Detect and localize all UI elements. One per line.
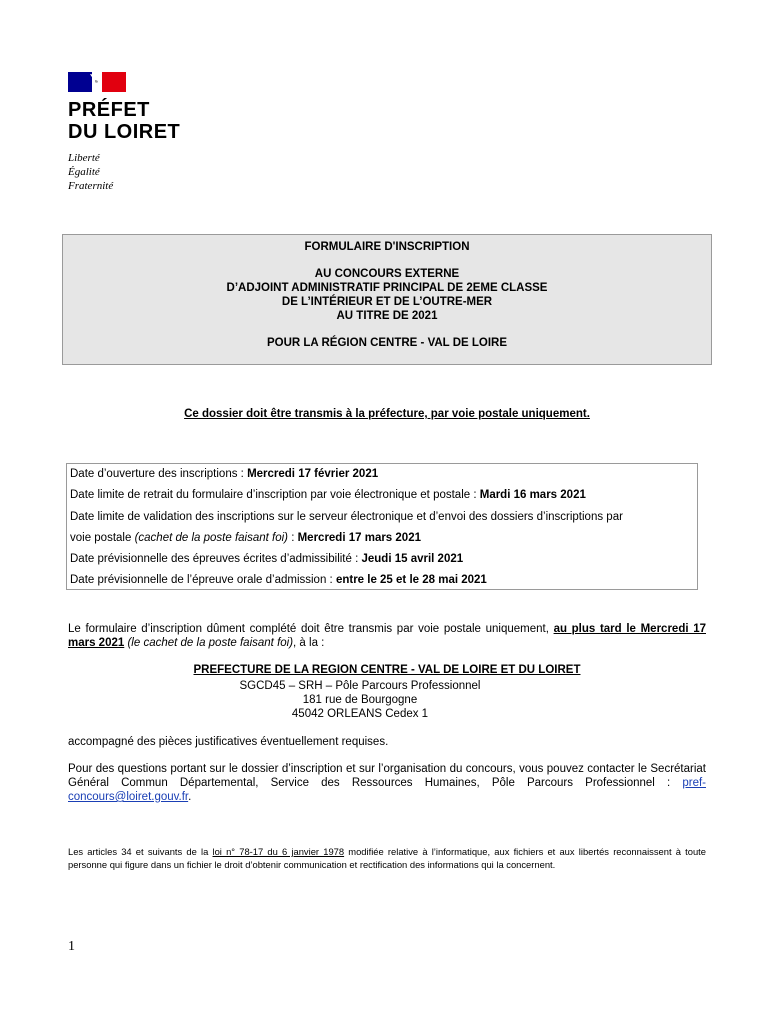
date-row-withdrawal	[70, 485, 694, 506]
header-line5: AU TITRE DE 2021	[336, 310, 438, 322]
address-title: PREFECTURE DE LA REGION CENTRE - VAL DE LOIRE ET DU LOIRET	[193, 664, 581, 676]
header-line4: DE L’INTÉRIEUR ET DE L’OUTRE-MER	[281, 296, 493, 308]
attachments-paragraph: accompagné des pièces justificatives éventuellement requises.	[68, 736, 389, 748]
devise-egalite: Égalité	[68, 166, 100, 178]
date-separator: :	[288, 531, 298, 544]
contact-end: .	[188, 791, 192, 803]
date-label: Date prévisionnelle de l’épreuve orale d’admission :	[70, 574, 336, 587]
p1-end: , à la :	[293, 637, 325, 649]
date-row-oral	[70, 570, 694, 591]
date-label: Date limite de retrait du formulaire d’inscription par voie électronique et postale :	[70, 489, 480, 502]
submission-paragraph	[68, 622, 706, 650]
legal-text: Les articles 34 et suivants de la	[68, 846, 213, 857]
p1-deadline: au plus tard le Mercredi 17 mars 2021	[68, 623, 706, 649]
postal-notice: Ce dossier doit être transmis à la préfecture, par voie postale uniquement.	[184, 408, 590, 420]
address-line2: 181 rue de Bourgogne	[302, 694, 418, 706]
date-row-postal	[70, 528, 694, 549]
header-region: POUR LA RÉGION CENTRE - VAL DE LOIRE	[266, 337, 508, 349]
prefet-line2: DU LOIRET	[68, 121, 181, 143]
header-title: FORMULAIRE D'INSCRIPTION	[304, 241, 470, 253]
header-block	[63, 267, 711, 323]
law-reference-link[interactable]: loi n° 78-17 du 6 janvier 1978	[212, 846, 345, 857]
date-value: Jeudi 15 avril 2021	[361, 553, 464, 566]
devise-liberte: Liberté	[68, 152, 100, 164]
date-label: Date d’ouverture des inscriptions :	[70, 468, 248, 480]
prefet-title	[68, 99, 180, 143]
legal-notice	[68, 846, 706, 871]
devise	[68, 151, 113, 193]
address-line3: 45042 ORLEANS Cedex 1	[291, 708, 429, 720]
p1-note: (le cachet de la poste faisant foi)	[124, 637, 294, 649]
date-note: (cachet de la poste faisant foi)	[134, 531, 288, 544]
legal-text-end: modifiée relative à l’informatique, aux fichiers et aux libertés reconnaissent à toute personne qui figure dans un fichier le droit d’obtenir communication et rectification des informations qui la concernent.	[68, 846, 707, 870]
contact-email-link[interactable]: pref-concours@loiret.gouv.fr	[68, 777, 706, 803]
date-label: voie postale	[70, 531, 135, 544]
date-value: Mercredi 17 mars 2021	[297, 531, 421, 544]
date-label: Date prévisionnelle des épreuves écrites d’admissibilité :	[70, 553, 362, 566]
contact-text: Pour des questions portant sur le dossier d’inscription et sur l’organisation du concours, vous pouvez contacter le Secrétariat Général Commun Départemental, Service des Ressources Humaines, Pôle Parcours Professionnel :	[68, 763, 706, 789]
header-line2: AU CONCOURS EXTERNE	[314, 268, 460, 280]
form-header-box	[62, 234, 712, 365]
header-line3: D’ADJOINT ADMINISTRATIF PRINCIPAL DE 2EME CLASSE	[226, 282, 548, 294]
contact-paragraph	[68, 762, 706, 804]
date-value: Mardi 16 mars 2021	[479, 489, 586, 502]
date-row-validation: Date limite de validation des inscriptions sur le serveur électronique et d’envoi des dossiers d’inscriptions par	[70, 510, 623, 523]
address-block	[180, 679, 540, 721]
address-line1: SGCD45 – SRH – Pôle Parcours Professionnel	[239, 680, 481, 692]
dates-box	[66, 463, 698, 590]
date-row-written	[70, 549, 694, 570]
marianne-flag-logo	[68, 72, 126, 92]
date-row-opening	[70, 464, 694, 485]
prefet-line1: PRÉFET	[68, 99, 150, 121]
devise-fraternite: Fraternité	[68, 180, 114, 192]
date-value: entre le 25 et le 28 mai 2021	[335, 574, 487, 587]
page-number: 1	[68, 939, 75, 954]
date-value: Mercredi 17 février 2021	[247, 468, 379, 480]
p1-text: Le formulaire d’inscription dûment complété doit être transmis par voie postale uniquement,	[68, 623, 554, 635]
